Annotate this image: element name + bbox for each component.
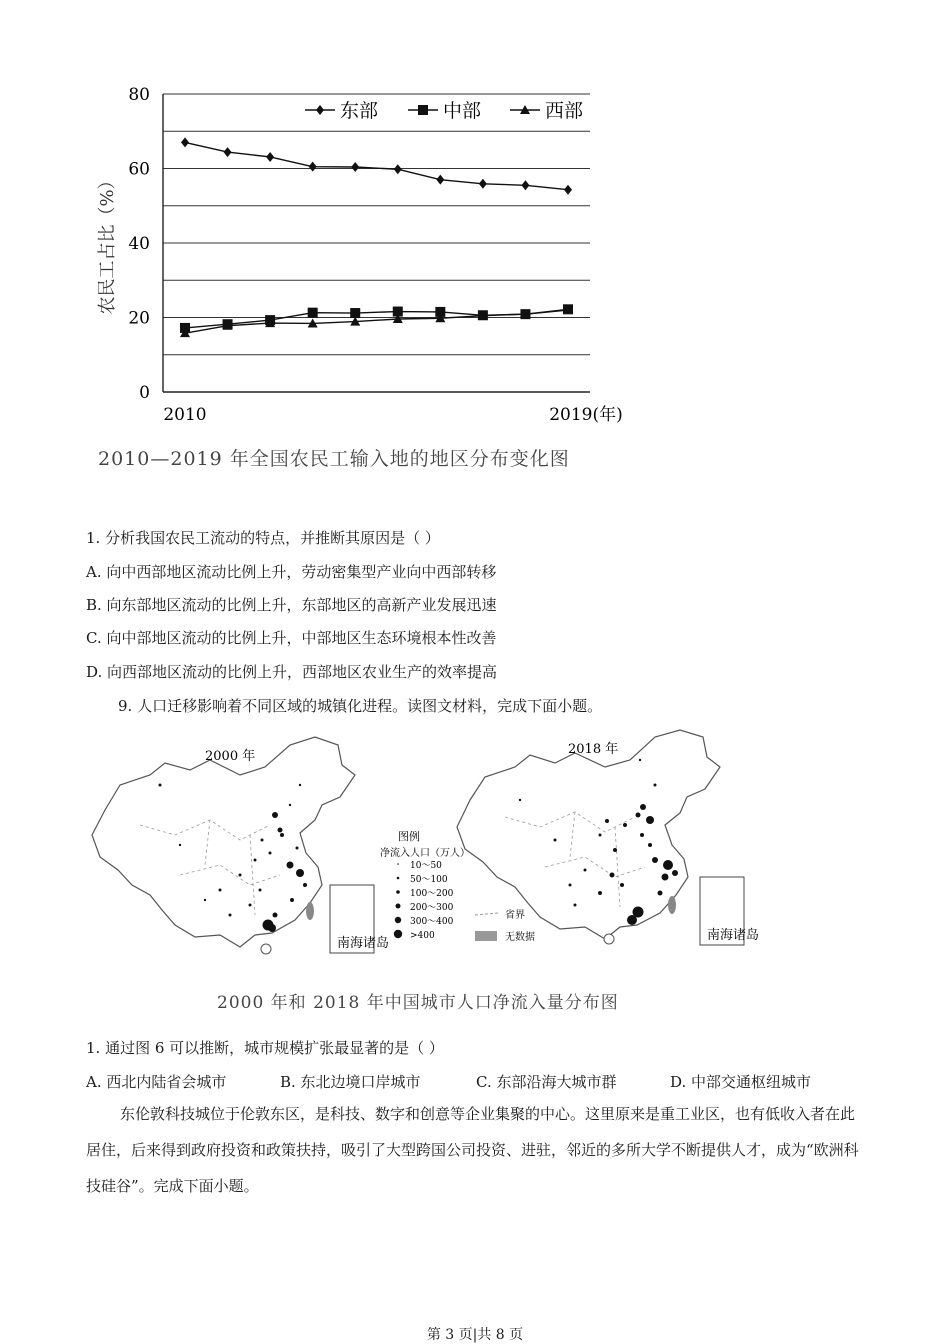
map-2000-year: 2000 年 <box>205 749 256 764</box>
china-outline-2018 <box>457 730 720 939</box>
legend-dot-label: 50～100 <box>410 875 448 885</box>
legend-dot-label: >400 <box>410 931 435 941</box>
city-dot <box>605 819 609 823</box>
city-dot <box>640 804 646 810</box>
city-dot <box>599 834 602 837</box>
city-dot <box>652 857 658 863</box>
city-dot <box>273 913 278 918</box>
legend-dot <box>397 863 399 865</box>
chart-series <box>180 137 573 337</box>
legend-dot-label: 300～400 <box>410 917 454 927</box>
x-tick-label: 2019(年) <box>549 405 623 425</box>
legend-dot <box>395 917 401 923</box>
data-point-series-0 <box>309 162 317 172</box>
legend-label: 中部 <box>443 100 482 122</box>
china-outline-2000 <box>92 737 355 947</box>
y-tick-label: 20 <box>128 308 150 329</box>
city-dot <box>254 859 257 862</box>
map-2000 <box>92 737 389 954</box>
y-tick-label: 60 <box>128 159 150 180</box>
question-2-option-c: C. 东部沿海大城市群 <box>476 1073 617 1091</box>
city-dot <box>296 847 299 850</box>
city-dot <box>584 869 587 872</box>
city-dot <box>296 869 304 877</box>
city-dot <box>268 924 276 932</box>
legend-nodata-label: 无数据 <box>505 932 535 943</box>
taiwan-nodata <box>306 902 314 920</box>
x-tick-label: 2010 <box>163 405 207 425</box>
city-dot <box>272 812 278 818</box>
city-dot <box>620 883 624 887</box>
legend-dot <box>397 877 400 880</box>
legend-label: 东部 <box>340 100 379 122</box>
data-point-series-1 <box>308 308 318 318</box>
city-dot <box>239 874 242 877</box>
city-dot <box>640 833 644 837</box>
taiwan-nodata <box>668 896 676 914</box>
data-point-series-0 <box>394 164 402 174</box>
data-point-series-0 <box>266 152 274 162</box>
series-line-2 <box>185 310 568 333</box>
legend-subtitle: 净流入人口（万人） <box>380 848 470 859</box>
city-dot <box>636 813 641 818</box>
city-dot <box>663 860 673 870</box>
legend-marker <box>418 105 428 115</box>
passage: 东伦敦科技城位于伦敦东区，是科技、数字和创意等企业集聚的中心。这里原来是重工业区，也有低收入者在此居住，后来得到政府投资和政策扶持，吸引了大型跨国公司投资、进驻，邻近的多所大学不断提供人才，成为“欧洲科技硅谷”。完成下面小题。 <box>86 1105 859 1195</box>
legend-dot-label: 200～300 <box>410 903 454 913</box>
page-footer: 第 3 页|共 8 页 <box>426 1327 524 1343</box>
city-dot <box>648 843 652 847</box>
city-dot <box>613 848 617 852</box>
city-dot <box>299 784 301 786</box>
legend-marker <box>316 105 324 115</box>
y-tick-label: 40 <box>128 234 150 254</box>
maps-caption: 2000 年和 2018 年中国城市人口净流入量分布图 <box>217 993 619 1013</box>
city-dot <box>574 904 577 907</box>
legend-nodata-symbol <box>475 931 497 941</box>
city-dot <box>290 898 294 902</box>
map-2018 <box>457 730 759 945</box>
question-2-option-b: B. 东北边境口岸城市 <box>280 1073 421 1091</box>
legend-dot <box>396 890 400 894</box>
data-point-series-1 <box>350 308 360 318</box>
map-2018-year: 2018 年 <box>568 742 619 757</box>
city-dot <box>269 852 272 855</box>
legend-label: 西部 <box>545 100 584 122</box>
city-dot <box>627 915 637 925</box>
legend-dot <box>396 904 401 909</box>
city-dot <box>658 891 663 896</box>
y-tick-label: 80 <box>128 85 150 105</box>
city-dot <box>259 889 262 892</box>
city-dot <box>610 873 615 878</box>
question-2-option-d: D. 中部交通枢纽城市 <box>670 1073 812 1091</box>
city-dot <box>219 889 222 892</box>
y-tick-labels <box>128 85 150 403</box>
city-dot <box>159 784 162 787</box>
city-dot <box>303 883 307 887</box>
city-dot <box>654 784 657 787</box>
city-dot <box>623 823 627 827</box>
data-point-series-0 <box>436 175 444 185</box>
inset-label: 南海诸岛 <box>337 936 390 951</box>
series-line-0 <box>185 142 568 189</box>
city-dot <box>229 914 232 917</box>
y-tick-label: 0 <box>139 383 150 403</box>
data-point-series-0 <box>521 180 529 190</box>
data-point-series-0 <box>181 137 189 147</box>
question-1-option-d: D. 向西部地区流动的比例上升，西部地区农业生产的效率提高 <box>86 663 498 681</box>
city-dot <box>278 828 283 833</box>
city-dot <box>287 862 294 869</box>
city-dot <box>672 870 678 876</box>
legend-dot-items <box>394 861 454 941</box>
legend-border-label: 省界 <box>505 910 525 921</box>
city-dot <box>289 804 291 806</box>
city-dot <box>519 799 521 801</box>
legend-border-symbol <box>475 913 498 915</box>
city-dot <box>646 816 654 824</box>
legend-dot-label: 100～200 <box>410 889 454 899</box>
city-dot <box>569 884 572 887</box>
city-dot <box>249 904 252 907</box>
city-dot <box>179 844 181 846</box>
city-dot <box>280 833 284 837</box>
question-9-intro: 9. 人口迁移影响着不同区域的城镇化进程。读图文材料，完成下面小题。 <box>118 697 603 715</box>
legend-dot-label: 10～50 <box>410 861 442 871</box>
inset-label: 南海诸岛 <box>707 928 760 943</box>
line-chart <box>0 0 950 480</box>
question-1-stem: 1. 分析我国农民工流动的特点，并推断其原因是（ ） <box>86 529 440 547</box>
city-dot <box>554 839 557 842</box>
data-point-series-0 <box>351 162 359 172</box>
question-2-option-a: A. 西北内陆省会城市 <box>86 1073 227 1091</box>
chart-legend <box>305 100 583 122</box>
data-point-series-0 <box>564 185 572 195</box>
city-dot <box>261 839 264 842</box>
y-axis-label: 农民工占比（%） <box>97 171 118 315</box>
maps-figure <box>0 725 950 965</box>
data-point-series-0 <box>224 147 232 157</box>
question-1-option-b: B. 向东部地区流动的比例上升，东部地区的高新产业发展迅速 <box>86 596 497 614</box>
chart-title: 2010—2019 年全国农民工输入地的地区分布变化图 <box>98 448 570 470</box>
legend-title: 图例 <box>398 830 420 843</box>
city-dot <box>662 874 669 881</box>
legend-dot <box>394 930 402 938</box>
question-2-stem: 1. 通过图 6 可以推断，城市规模扩张最显著的是（ ） <box>86 1039 444 1057</box>
question-1-option-c: C. 向中部地区流动的比例上升，中部地区生态环境根本性改善 <box>86 629 497 647</box>
city-dot <box>639 759 641 761</box>
data-point-series-0 <box>479 179 487 189</box>
question-1-option-a: A. 向中西部地区流动比例上升，劳动密集型产业向中西部转移 <box>86 563 497 581</box>
city-dot <box>204 899 206 901</box>
city-dot <box>598 891 602 895</box>
